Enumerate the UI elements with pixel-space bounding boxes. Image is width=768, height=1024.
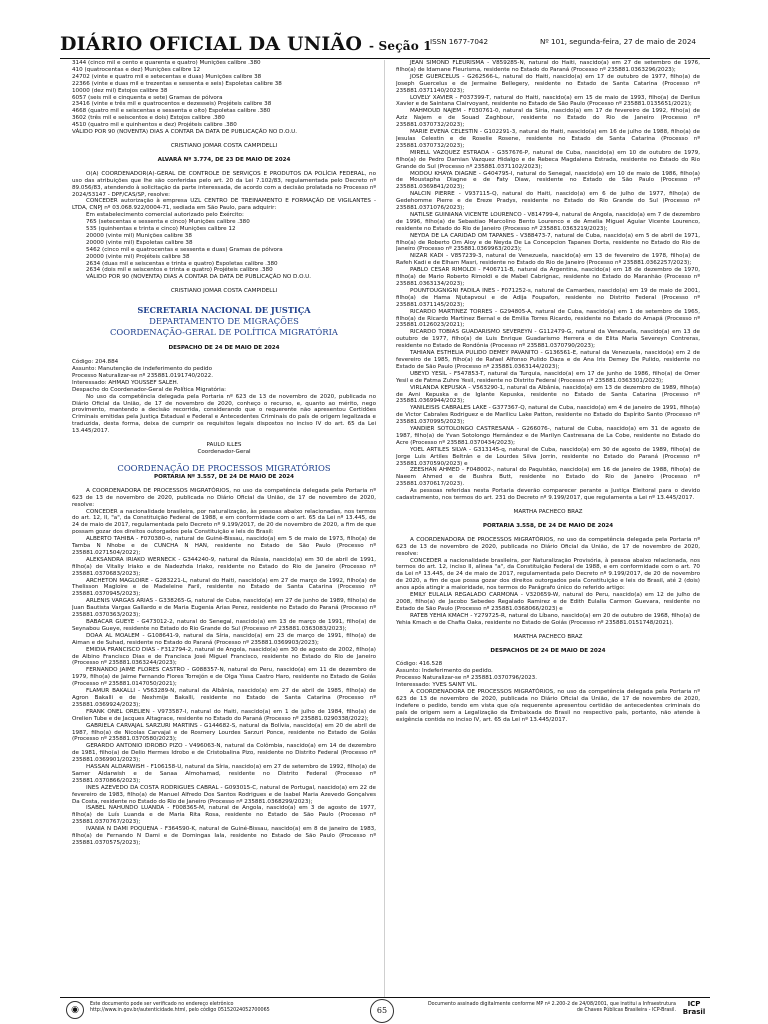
paragraph: JOSE GUERCELUS - G262566-L, natural do Haiti, nascido(a) em 17 de outubro de 1977, filho(a) de Joseph Guercelus e de Jermaine Bellegery, residente no Estado de Santa Catarina (Processo nº 235881.0371140/2023); <box>396 73 700 94</box>
spacer <box>72 435 376 442</box>
paragraph: 20000 (vinte mil) Espoletas calibre 38 <box>86 239 193 246</box>
paragraph: VÁLIDO POR 90 (NOVENTA) DIAS A CONTAR DA DATA DE PUBLICAÇÃO NO D.O.U. <box>72 129 297 136</box>
paragraph: RICARDO MARTINEZ TORRES - G294805-A, natural de Cuba, nascido(a) em 1 de setembro de 1965, filho(a) de Ricardo Martinez Bernal e de Emilia Torres Ricardo, residente no Estado do Amapá (Processo nº 235881.0126023/2021); <box>396 308 700 329</box>
paragraph: VIRLANDA KEPUSKA - V563290-1, natural da Albânia, nascido(a) em 13 de dezembro de 1989, filho(a) de Avni Kepuska e de Iglante Kepuska, residente no Estado de Santa Catarina (Processo nº 235881.0369944/2023); <box>396 384 700 405</box>
spacer <box>72 481 376 488</box>
paragraph: ISABEL NAHUNDO LUANDA - F008365-M, natural de Angola, nascido(a) em 3 de agosto de 1977, filho(a) de Luís Luanda e de Maria Rita Rosa, residente no Estado de São Paulo (Processo nº 235881.0370767/2023); <box>72 805 376 826</box>
paragraph: A COORDENADORA DE PROCESSOS MIGRATÓRIOS, no uso da competência delegada pela Portaria nº 623 de 13 de novembro de 2020, publicada no Diário Oficial da União, de 17 de novembro de 2020, resolve: <box>396 536 700 557</box>
signature-line: MARTHA PACHECO BRAZ <box>513 509 583 515</box>
act-title: DESPACHO DE 24 DE MAIO DE 2024 <box>168 345 280 352</box>
act-title: PORTARIA 3.558, DE 24 DE MAIO DE 2024 <box>482 522 614 529</box>
paragraph: Processo Naturalizar-se nº 235881.0370796/2023. <box>396 675 537 682</box>
paragraph: 22366 (vinte e duas mil e trezentas e sessenta e seis) Espoletas calibre 38 <box>72 80 282 87</box>
republic-seal-icon: ◉ <box>66 1001 84 1019</box>
issue-date: Nº 101, segunda-feira, 27 de maio de 2024 <box>540 37 696 46</box>
paragraph: A COORDENADORA DE PROCESSOS MIGRATÓRIOS, no uso da competência delegada pela Portaria nº 623 de 13 de novembro de 2020, publicada no Diário Oficial da União, de 17 de novembro de 2020, indefere o pedido, tendo em vista que o/a requerente apresentou certidão de antecedentes criminais do país de origem sem a Legalização da Embaixada do Brasil no respectivo país, portanto, não atende à exigência contida no inciso IV, art. 65 da Lei nº 13.445/2017. <box>396 689 700 723</box>
paragraph: 4668 (quatro mil e seiscentas e sessenta e oito) Espoletas calibre .380 <box>72 108 271 115</box>
paragraph: Assunto: Indeferimento do pedido. <box>396 668 493 675</box>
paragraph: DOAA AL MOALEM - G108641-9, natural da Síria, nascido(a) em 23 de março de 1991, filho(a) de Aiman e de Suhad, residente no Estado do Paraná (Processo nº 235881.0369903/2023); <box>72 632 376 646</box>
paragraph: GERARDO ANTONIO IDROBO PIZO - V496063-N, natural da Colômbia, nascido(a) em 14 de dezembro de 1981, filho(a) de Delio Hermes Idrobo e de Cristobalina Pizo, residente no Distrito Federal (Processo nº 235881.0369901/2023); <box>72 743 376 764</box>
spacer <box>72 338 376 345</box>
paragraph: MIRELL VAZQUEZ ESTRADA - G357676-P, natural de Cuba, nascido(a) em 10 de outubro de 1979, filho(a) de Pedro Damian Vazquez Hidalgo e de Rebeca Magdalena Estrada, residente no Estado do Rio Grande do Sul (Processo nº 235881.0371102/2023); <box>396 149 700 170</box>
paragraph: 10000 (dez mil) Estojos calibre 38 <box>72 87 168 94</box>
paragraph: A COORDENADORA DE PROCESSOS MIGRATÓRIOS, no uso da competência delegada pela Portaria nº 623 de 13 de novembro de 2020, publicada no Diário Oficial da União, de 17 de novembro de 2020, resolve: <box>72 487 376 508</box>
paragraph: 23416 (vinte e três mil e quatrocentos e dezesseis) Projéteis calibre 38 <box>72 101 272 108</box>
paragraph: 24702 (vinte e quatro mil e setecentas e duas) Munições calibre 38 <box>72 73 262 80</box>
paragraph: IVANIA N DAMI POQUENA - F364590-K, natural de Guiné-Bissau, nascido(a) em 8 de janeiro de 1983, filho(a) de Fernando N Dami e de Domingas Iala, residente no Estado de São Paulo (Processo nº 235881.0370575/2023); <box>72 826 376 846</box>
paragraph: Código: 416.528 <box>396 661 443 668</box>
paragraph: FLAMUR BAKALLI - V563289-N, natural da Albânia, nascido(a) em 27 de abril de 1985, filho(a) de Agron Bakalli e de Nexhmije Bakalli, residente no Estado de Santa Catarina (Processo nº 235881.0369924/2023); <box>72 688 376 708</box>
spacer <box>72 150 376 157</box>
paragraph: NALCIN PIERRE - V937115-Q, natural do Haiti, nascido(a) em 6 de julho de 1977, filho(a) de Gedehomme Pierre e de Ereze Pradys, residente no Estado do Rio Grande do Sul (Processo nº 235881.0371076/2023); <box>396 191 700 212</box>
paragraph: No uso da competência delegada pela Portaria nº 623 de 13 de novembro de 2020, publicada no Diário Oficial da União, de 17 de novembro de 2020, conheço o recurso, e, quanto ao mérito, nego provimento, mantendo a decisão recorrida, considerando que o requerente não apresentou Certidões Criminais emitidas pela Justiça Estadual e Federal e Antecedentes Criminais do país de origem legalizada e traduzida, desta forma, deixa de cumprir os requisitos legais dispostos no inciso IV do art. 65 da Lei 13.445/2017. <box>72 393 376 435</box>
page-header <box>60 28 710 59</box>
paragraph: NEYDA DE LA CARIDAD OM TAPANES - V388473-7, natural de Cuba, nascido(a) em 5 de abril de 1971, filho(a) de Roberto Om Aloy e de Neyda De La Concepcion Tapanes Dorta, residente no Estado do Rio de Janeiro (Processo nº 235881.0369963/2023); <box>396 232 700 253</box>
act-title: ALVARÁ Nº 3.774, DE 23 DE MAIO DE 2024 <box>157 156 291 163</box>
signature-line: MARTHA PACHECO BRAZ <box>513 633 583 640</box>
paragraph: MARIE EVENA CELESTIN - G102291-3, natural do Haiti, nascido(a) em 16 de julho de 1988, filho(a) de Jesulas Celestin e de Roselie Rosene, residente no Estado de Santa Catarina (Processo nº 235881.0370732/2023); <box>396 129 700 149</box>
paragraph: ALBERTO TAHIBA - F070380-o, natural de Guiné-Bissau, nascido(a) em 5 de maio de 1973, filho(a) de Tamba N Nhobe e de CUNCHA N HAN, residente no Estado de São Paulo (Processo nº 235881.0271504/2022); <box>72 536 376 556</box>
paragraph: 535 (quinhentas e trinta e cinco) Munições calibre 12 <box>86 226 236 233</box>
spacer <box>72 295 376 305</box>
paragraph: FRANK ONEL ORELIEN - V973587-I, natural do Haiti, nascido(a) em 1 de julho de 1984, filho(a) de Orelien Tube e de Jacques Altagrace, residente no Estado do Paraná (Processo nº 235881.0290338/2022); <box>72 708 376 722</box>
paragraph: YANDIER SOTOLONGO CASTRESANA - G266076-, natural de Cuba, nascido(a) em 31 de agosto de 1987, filho(a) de Yvan Sotolongo Hernández e de Marilyn Castresana de La Cobe, residente no Estado do Acre (Processo nº 235881.0370434/2023); <box>396 426 700 446</box>
paragraph: ARCHETON MAGLOIRE - G283221-L, natural do Haiti, nascido(a) em 27 de março de 1992, filho(a) de Thelisson Magloire e de Madeleine Faril, residente no Estado de Santa Catarina (Processo nº 235881.0370945/2023); <box>72 577 376 598</box>
paragraph: YANILEISIS CABRALES LAKE - G377367-Q, natural de Cuba, nascido(a) em 4 de janeiro de 1991, filho(a) de Victor Cabrales Rodriguez e de Marilicu Lake Patton, residente no Estado do Espírito Santo (Processo nº 235881.0370995/2023); <box>396 405 700 426</box>
left-column <box>72 60 376 1000</box>
paragraph: JEAN SIMOND FLEURISMA - V859285-N, natural do Haiti, nascido(a) em 27 de setembro de 1976, filho(a) de Idamane Fleurisma, residente no Estado do Paraná (Processo nº 235881.0363296/2023); <box>396 60 700 73</box>
footer-signature-notice: Documento assinado digitalmente conforme MP nº 2.200-2 de 24/08/2001, que institui a Infraestrutura de Chaves Públicas Brasileira - ICP-Brasil. <box>427 1002 676 1013</box>
paragraph: CONCEDER a nacionalidade brasileira, por naturalização, às pessoas abaixo relacionadas, nos termos do art. 12, II, "a", da Constituição Federal de 1988, e em conformidade com o art. 65 da Lei nº 13.445, de 24 de maio de 2017, regulamentada pelo Decreto nº 9.199/2017, de 20 de novembro de 2020, a fim de que possam gozar dos direitos outorgados pela Constituição e leis do Brasil: <box>72 508 376 536</box>
paragraph: 3144 (cinco mil e cento e quarenta e quatro) Munições calibre .380 <box>72 60 261 66</box>
spacer <box>396 502 700 509</box>
paragraph: 2634 (dois mil e seiscentos e trinta e quatro) Projéteis calibre .380 <box>86 267 273 274</box>
paragraph: 2634 (duas mil e seiscentas e trinta e quatro) Espoletas calibre .380 <box>86 260 278 267</box>
paragraph: NIZAR KADI - V857239-3, natural de Venezuela, nascido(a) em 13 de fevereiro de 1978, filho(a) de Rafeh Kadi e de Elham Masri, residente no Estado do Rio de Janeiro (Processo nº 235881.0362257/2023); <box>396 253 700 267</box>
paragraph: EMILY EULALIA REGALADO CARMONA - V320659-W, natural do Peru, nascido(a) em 12 de julho de 2008, filho(a) de Jacobo Sebedeo Regalado Ramirez e de Edith Eulalia Carmon Guevara, residente no Estado de São Paulo (Processo nº 235881.0368066/2023) e <box>396 592 700 612</box>
signature-line: CRISTIANO JOMAR COSTA CAMPIDELLI <box>170 142 278 149</box>
paragraph: As pessoas referidas nesta Portaria deverão comparecer perante a Justiça Eleitoral para o devido cadastramento, nos termos do art. 231 do Decreto nº 9.199/2017, que regulamenta a Lei nº 13.445/2017. <box>396 488 700 502</box>
section-label: - Seção 1 <box>368 39 432 53</box>
paragraph: BABACAR GUEYE - G473012-2, natural do Senegal, nascido(a) em 13 de março de 1991, filho(a) de Seynabou Gueye, residente no Estado do Rio Grande do Sul (Processo nº 235881.0363083/2023); <box>72 619 376 632</box>
paragraph: YOEL ARTILES SILVA - G313145-q, natural de Cuba, nascido(a) em 30 de agosto de 1989, filho(a) de Jorge Luis Artiles Beltrán e de Lourdes Silva Jorrin, residente no Estado do Paraná (Processo nº 235881.0370590/2023) e <box>396 446 700 467</box>
section-heading: COORDENAÇÃO DE PROCESSOS MIGRATÓRIOS <box>117 462 331 473</box>
paragraph: Assunto: Manutenção de indeferimento do pedido <box>72 366 213 372</box>
paragraph: 20000 (vinte mil) Munições calibre 38 <box>86 232 192 239</box>
spacer <box>72 164 376 171</box>
paragraph: HASSAN ALDARWISH - F106158-U, natural da Síria, nascido(a) em 27 de setembro de 1992, filho(a) de Samer Aldarwish e de Sanaa Almohamad, residente no Distrito Federal (Processo nº 235881.0370866/2023); <box>72 764 376 784</box>
paragraph: EMIDIA FRANCISCO DIAS - F312794-2, natural de Angola, nascido(a) em 30 de agosto de 2002, filho(a) de Albino Francisco Dias e de Francisca José Miguel Francisco, residente no Estado do Rio de Janeiro (Processo nº 235881.0363244/2023); <box>72 646 376 667</box>
paragraph: MAHMOUD NAJEM - F030761-0, natural da Síria, nascido(a) em 17 de fevereiro de 1992, filho(a) de Aziz Najem e de Souad Zaghbour, residente no Estado do Rio de Janeiro (Processo nº 235881.0370732/2023); <box>396 108 700 129</box>
act-title: DESPACHOS DE 24 DE MAIO DE 2024 <box>490 647 606 654</box>
paragraph: INES AZEVEDO DA COSTA RODRIGUES CABRAL - G093015-C, natural de Portugal, nascido(a) em 22 de fevereiro de 1983, filho(a) de Manuel Alfredo Dos Santos Rodrigues e de Isabel Maria Azevedo Gonçalves Da Costa, residente no Estado do Rio de Janeiro (Processo nº 235881.0368299/2023); <box>72 784 376 805</box>
paragraph: 410 (quatrocentas e dez) Munições calibre 12 <box>72 66 201 73</box>
paragraph: 765 (setecentas e sessenta e cinco) Munições calibre .380 <box>86 219 250 226</box>
paragraph: RICARDO TOBIAS GUADARISMO SEVEREYN - G112479-G, natural da Venezuela, nascido(a) em 13 de outubro de 1977, filho(a) de Luis Enrique Guadarismo Herrera e de Elita Maria Severeyn Contreras, residente no Estado de Rondônia (Processo nº 235881.0370790/2023); <box>396 329 700 350</box>
paragraph: TAHIANA ESTHELIA PULIDO DEMEY PAVANITO - G136561-E, natural da Venezuela, nascido(a) em 2 de fevereiro de 1985, filho(a) de Rafael Alfonso Pulido Daza e de Ana Iris Demey De Pulido, residente no Estado de São Paulo (Processo nº 235881.0363144/2023); <box>396 350 700 370</box>
section-heading: COORDENAÇÃO-GERAL DE POLÍTICA MIGRATÓRIA <box>110 327 338 338</box>
paragraph: ZEESHAN AHMED - F048002-, natural do Paquistão, nascido(a) em 16 de janeiro de 1988, filho(a) de Naeem Ahmed e de Bushra Butt, residente no Estado do Rio de Janeiro (Processo nº 235881.0370617/2023). <box>396 467 700 488</box>
paragraph: GABRIELA CARVAJAL SARZURI MARTINS - G144682-S, natural da Bolívia, nascido(a) em 20 de abril de 1987, filho(a) de Nicolas Carvajal e de Rosmery Lourdes Sarzuri Ponce, residente no Estado de Goiás (Processo nº 235881.0370580/2023); <box>72 722 376 743</box>
paragraph: LOVELY XAVIER - F037399-T, natural do Haiti, nascido(a) em 15 de maio de 1993, filho(a) de Derilus Xavier e de Saintana Clairvoyant, residente no Estado de São Paulo (Processo nº 235881.0135651/2021); <box>396 94 700 108</box>
paragraph: 4510 (quatro mil e quinhentos e dez) Projéteis calibre .380 <box>72 122 237 129</box>
signature-line: CRISTIANO JOMAR COSTA CAMPIDELLI <box>170 288 278 295</box>
issn: ISSN 1677-7042 <box>430 37 489 46</box>
paragraph: NATILSE GUINIANA VICENTE LOURENCO - V814799-4, natural de Angola, nascido(a) em 7 de dezembro de 1996, filho(a) de Sebastiao Marcolino Bento Lourenco e de Amelia Miguel Aguiar Vicente Lourenco, residente no Estado do Rio de Janeiro (Processo nº 235881.0363219/2023); <box>396 211 700 232</box>
paragraph: FERNANDO JAIME FLORES CASTRO - G088357-N, natural do Peru, nascido(a) em 11 de dezembro de 1979, filho(a) de Jaime Fernando Flores Torrejón e de Olga Yissa Castro Haro, residente no Estado de Goiás (Processo nº 235881.0147050/2021); <box>72 667 376 688</box>
masthead <box>60 33 432 55</box>
paragraph: CONCEDER a nacionalidade brasileira, por Naturalização Provisória, à pessoa abaixo relacionada, nos termos do art. 12, inciso II, alínea "a", da Constituição Federal de 1988, e em conformidade com o art. 70 da Lei nº 13.445, de 24 de maio de 2017, regulamentada pelo Decreto nº 9.199/2017, de 20 de novembro de 2020, a fim de que possa gozar dos direitos outorgados pela Constituição e leis do Brasil, até 2 (dois) anos após atingir a maioridade, nos termos do Parágrafo único do referido artigo: <box>396 557 700 592</box>
spacer <box>72 136 376 143</box>
footer-verification: Este documento pode ser verificado no endereço eletrônico http://www.in.gov.br/autenticidade.html, pelo código 05152024052700065 <box>90 1002 270 1013</box>
spacer <box>396 516 700 523</box>
right-column <box>396 60 700 1000</box>
paragraph: Código: 204.884 <box>72 359 119 366</box>
spacer <box>396 627 700 634</box>
paragraph: 6057 (seis mil e cinquenta e sete) Gramas de pólvora <box>72 94 223 101</box>
paragraph: ARLENIS VARGAS ARIAS - G338265-G, natural de Cuba, nascido(a) em 27 de junho de 1989, filho(a) de Juan Bautista Vargas Gallardo e de Maria Eugenia Arias Perez, residente no Estado do Paraná (Processo nº 235881.0370363/2023); <box>72 598 376 619</box>
paragraph: Interessado: YVES SAINT VIL. <box>396 682 478 689</box>
page-number: 65 <box>370 999 394 1023</box>
icp-brasil-logo: ICP Brasil <box>682 1000 706 1016</box>
paragraph: Processo Naturalizar-se nº 235881.0191740/2022. <box>72 372 213 379</box>
spacer <box>72 456 376 463</box>
section-heading: SECRETARIA NACIONAL DE JUSTIÇA <box>137 305 311 316</box>
paragraph: POUNTOUGNIGNI FADILA INES - F071252-s, natural de Camarões, nascido(a) em 19 de maio de 2001, filho(a) de Hama Njutapvoui e de Adija Foupafon, residente no Distrito Federal (Processo nº 235881.0371145/2023); <box>396 287 700 308</box>
paragraph: CONCEDER autorização à empresa UZL CENTRO DE TREINAMENTO E FORMAÇÃO DE VIGILANTES - LTDA, CNPJ nº 03.068.922/0004-71, sediada em São Paulo, para adquirir: <box>72 198 376 212</box>
signature-line: PAULO ILLES <box>206 442 242 449</box>
paragraph: MODOU KHAYA DIAGNE - G404795-I, natural do Senegal, nascido(a) em 10 de maio de 1986, filho(a) de Moustapha Diagne e de Faty Diaw, residente no Estado de São Paulo (Processo nº 235881.0369841/2023); <box>396 170 700 191</box>
paragraph: VÁLIDO POR 90 (NOVENTA) DIAS A CONTAR DA DATA DE PUBLICAÇÃO NO D.O.U. <box>86 274 311 281</box>
paragraph: 3602 (três mil e seiscentos e dois) Estojos calibre .380 <box>72 115 225 122</box>
paragraph: Despacho do Coordenador-Geral de Política Migratória: <box>72 386 227 393</box>
section-heading: DEPARTAMENTO DE MIGRAÇÕES <box>149 316 299 327</box>
paragraph: O(A) COORDENADOR(A)-GERAL DE CONTROLE DE SERVIÇOS E PRODUTOS DA POLÍCIA FEDERAL, no uso das atribuições que lhe são conferidas pelo art. 20 da Lei 7.102/83, regulamentada pelo Decreto nº 89.056/83, atendendo à solicitação da parte interessada, de acordo com a decisão prolatada no Processo nº 2024/53147 - DPF/CAS/SP, resolve: <box>72 170 376 198</box>
paragraph: 5462 (cinco mil e quatrocentas e sessenta e duas) Gramas de pólvora <box>86 246 283 253</box>
spacer <box>396 641 700 648</box>
signature-line: Coordenador-Geral <box>197 448 251 455</box>
spacer <box>72 281 376 288</box>
column-divider <box>384 60 385 998</box>
page-footer <box>60 997 710 1022</box>
act-title: PORTARIA Nº 3.557, DE 24 DE MAIO DE 2024 <box>153 473 295 480</box>
paragraph: RATEB YEHIA KMACH - Y279725-R, natural do Líbano, nascido(a) em 20 de outubro de 1968, filho(a) de Yehia Kmach e de Chafia Oaka, residente no Estado de Goiás (Processo nº 235881.0151748/2021). <box>396 612 700 626</box>
spacer <box>396 530 700 537</box>
paragraph: Interessado: AHMAD YOUSSEF SALEH. <box>72 379 179 386</box>
paragraph: PABLO CESAR RIMOLDI - F406711-B, natural da Argentina, nascido(a) em 18 de dezembro de 1970, filho(a) de Mario Roberto Rimoldi e de Mabel Cabrignac, residente no Estado do Maranhão (Processo nº 235881.0363134/2023); <box>396 267 700 287</box>
paragraph: ALEKSANDRA IRIAKO WERNECK - G344240-9, natural da Rússia, nascido(a) em 30 de abril de 1991, filho(a) de Vitaliy Iriako e de Nadezhda Iriako, residente no Estado do Rio de Janeiro (Processo nº 235881.0370683/2023); <box>72 556 376 577</box>
paragraph: UBEYD YESIL - F547853-T, natural da Turquia, nascido(a) em 17 de junho de 1986, filho(a) de Omer Yesil e de Fatma Zuhre Yesil, residente no Distrito Federal (Processo nº 235881.0363301/2023); <box>396 370 700 384</box>
paragraph: 20000 (vinte mil) Projéteis calibre 38 <box>86 253 190 260</box>
paragraph: Em estabelecimento comercial autorizado pelo Exército: <box>86 212 244 219</box>
masthead-title: DIÁRIO OFICIAL DA UNIÃO <box>60 33 363 55</box>
